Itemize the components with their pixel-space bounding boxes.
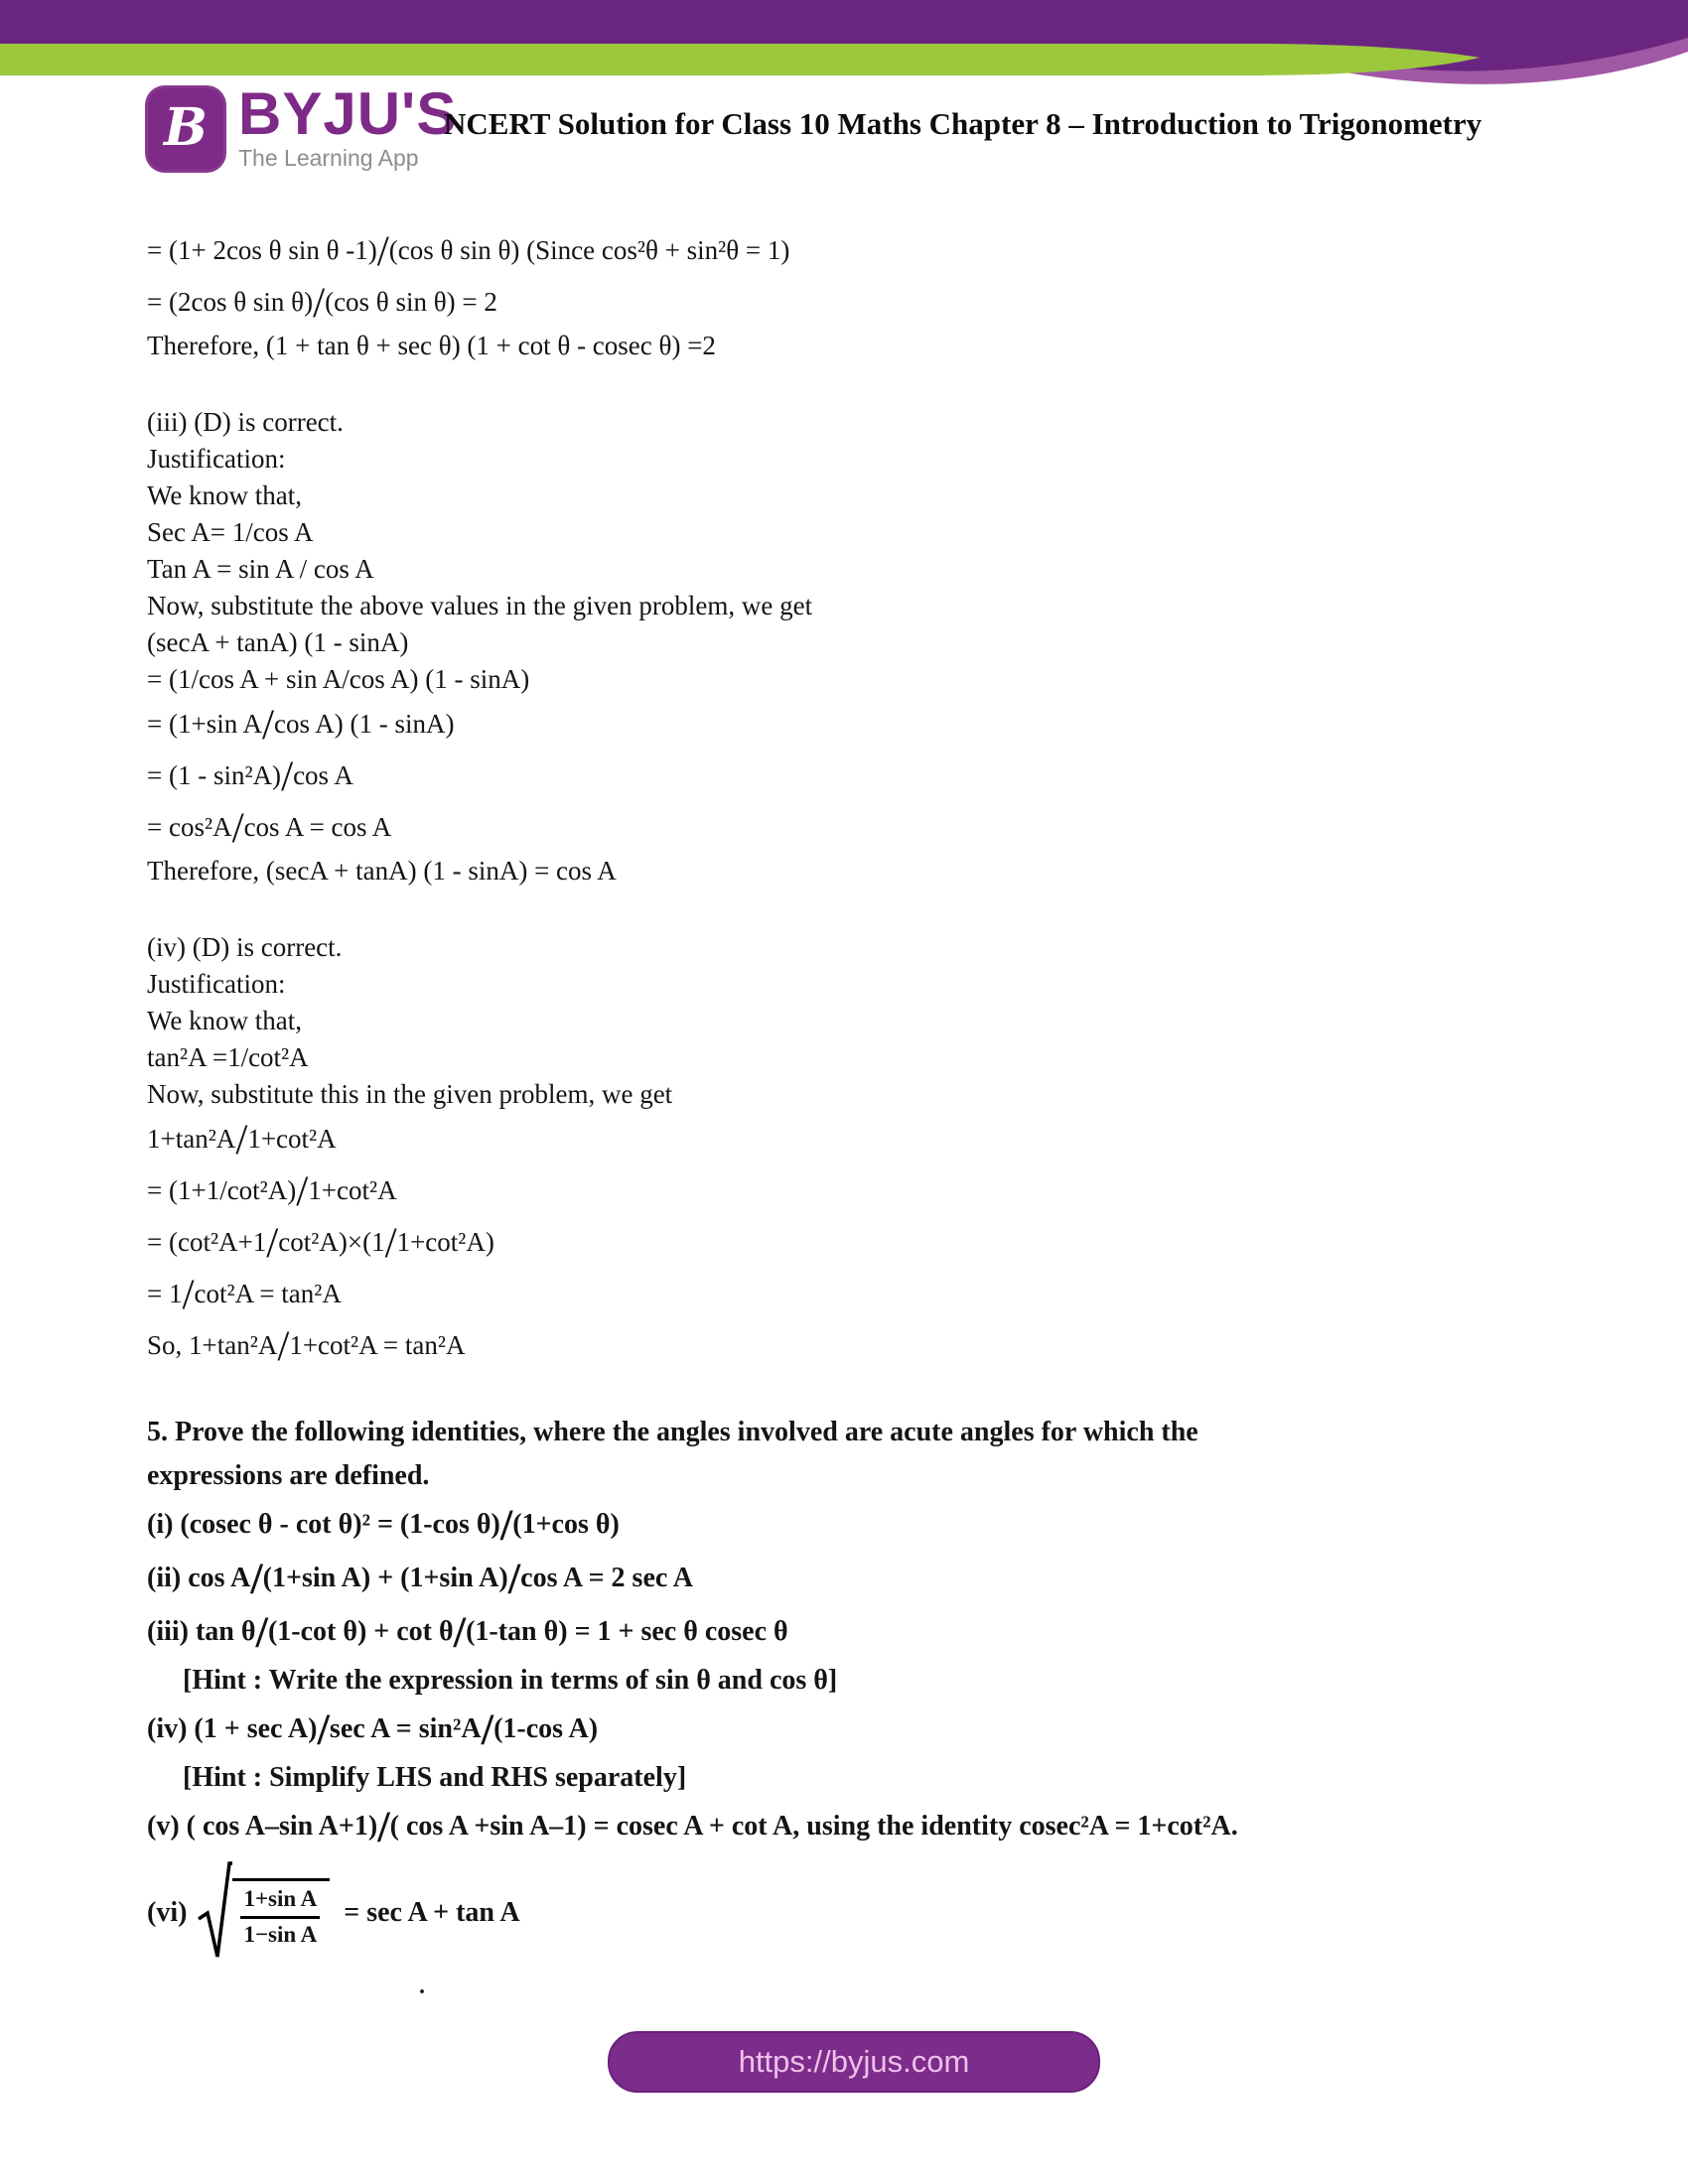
- page-title: NCERT Solution for Class 10 Maths Chapter 8 – Introduction to Trigonometry: [444, 106, 1482, 141]
- big-slash: /: [281, 753, 294, 801]
- brand-tagline: The Learning App: [238, 145, 419, 171]
- doc-line: [Hint : Simplify LHS and RHS separately]: [183, 1762, 687, 1793]
- doc-line: = cos²A/cos A = cos A: [147, 805, 392, 853]
- big-slash: /: [255, 1606, 268, 1657]
- big-slash: /: [377, 1801, 390, 1851]
- radical-sign-icon: [197, 1861, 232, 1965]
- doc-line: We know that,: [147, 1006, 303, 1035]
- doc-line: = (2cos θ sin θ)/(cos θ sin θ) = 2: [147, 280, 497, 328]
- identity-vi: [147, 1861, 1567, 1965]
- doc-line: = (1 - sin²A)/cos A: [147, 753, 353, 801]
- fraction-numerator: 1+sin A: [240, 1886, 320, 1919]
- doc-line: 1+tan²A/1+cot²A: [147, 1117, 337, 1164]
- doc-line: So, 1+tan²A/1+cot²A = tan²A: [147, 1323, 466, 1371]
- byjus-logo: [145, 80, 458, 173]
- spacer: [147, 364, 1567, 404]
- big-slash: /: [499, 1499, 513, 1550]
- doc-line: We know that,: [147, 480, 303, 510]
- doc-line: expressions are defined.: [147, 1460, 430, 1491]
- big-slash: /: [317, 1704, 330, 1754]
- doc-line: = 1/cot²A = tan²A: [147, 1272, 342, 1319]
- identity-vi-rhs: = sec A + tan A: [344, 1897, 520, 1928]
- byjus-url-button[interactable]: [608, 2031, 1100, 2093]
- swoosh-green-band: [0, 44, 1479, 75]
- doc-line: (iii) tan θ/(1-cot θ) + cot θ/(1-tan θ) = 1 + sec θ cosec θ: [147, 1606, 788, 1657]
- big-slash: /: [250, 1553, 263, 1603]
- badge-letter: B: [164, 96, 208, 158]
- doc-line: = (1+1/cot²A)/1+cot²A: [147, 1168, 397, 1216]
- big-slash: /: [182, 1272, 195, 1319]
- doc-line: = (cot²A+1/cot²A)×(1/1+cot²A): [147, 1220, 494, 1268]
- big-slash: /: [384, 1220, 397, 1268]
- doc-line: Now, substitute the above values in the given problem, we get: [147, 591, 813, 620]
- spacer: [147, 889, 1567, 929]
- big-slash: /: [481, 1704, 494, 1754]
- big-slash: /: [261, 702, 274, 750]
- doc-line: (iv) (D) is correct.: [147, 932, 343, 962]
- big-slash: /: [296, 1168, 309, 1216]
- big-slash: /: [376, 228, 389, 276]
- doc-line: tan²A =1/cot²A: [147, 1042, 309, 1072]
- big-slash: /: [231, 805, 244, 853]
- big-slash: /: [507, 1553, 521, 1603]
- doc-line: (iii) (D) is correct.: [147, 407, 344, 437]
- fraction-denominator: 1−sin A: [243, 1922, 318, 1947]
- big-slash: /: [277, 1323, 290, 1371]
- doc-line: = (1+sin A/cos A) (1 - sinA): [147, 702, 455, 750]
- doc-line: Now, substitute this in the given problem, we get: [147, 1079, 673, 1109]
- doc-line: (iv) (1 + sec A)/sec A = sin²A/(1-cos A): [147, 1704, 599, 1754]
- doc-line: (i) (cosec θ - cot θ)² = (1-cos θ)/(1+cos θ): [147, 1499, 620, 1550]
- byjus-url-label: https://byjus.com: [738, 2044, 970, 2079]
- trailing-dot: .: [419, 1974, 425, 1999]
- doc-line: Justification:: [147, 444, 286, 474]
- fraction: [232, 1878, 330, 1948]
- big-slash: /: [313, 280, 326, 328]
- doc-line: Therefore, (secA + tanA) (1 - sinA) = cos A: [147, 856, 617, 886]
- big-slash: /: [266, 1220, 279, 1268]
- big-slash: /: [453, 1606, 467, 1657]
- byjus-badge-icon: [145, 85, 226, 173]
- doc-line: (v) ( cos A–sin A+1)/( cos A +sin A–1) = cosec A + cot A, using the identity cosec²A = 1+cot²A.: [147, 1801, 1238, 1851]
- doc-line: [Hint : Write the expression in terms of sin θ and cos θ]: [183, 1665, 838, 1696]
- doc-line: Therefore, (1 + tan θ + sec θ) (1 + cot θ - cosec θ) =2: [147, 331, 716, 360]
- doc-line: 5. Prove the following identities, where the angles involved are acute angles for which the: [147, 1417, 1198, 1447]
- radical-expression: [197, 1861, 330, 1965]
- identity-vi-label: (vi): [147, 1897, 188, 1928]
- document-body: [147, 224, 1567, 2008]
- brand-block: [238, 80, 458, 172]
- spacer: [147, 1371, 1567, 1411]
- doc-line: Sec A= 1/cos A: [147, 517, 314, 547]
- doc-line: (secA + tanA) (1 - sinA): [147, 627, 409, 657]
- big-slash: /: [235, 1117, 248, 1164]
- doc-line: = (1+ 2cos θ sin θ -1)/(cos θ sin θ) (Since cos²θ + sin²θ = 1): [147, 228, 790, 276]
- brand-name: BYJU'S: [238, 80, 458, 147]
- doc-line: = (1/cos A + sin A/cos A) (1 - sinA): [147, 664, 530, 694]
- doc-line: Tan A = sin A / cos A: [147, 554, 374, 584]
- doc-line: Justification:: [147, 969, 286, 999]
- doc-line: (ii) cos A/(1+sin A) + (1+sin A)/cos A = 2 sec A: [147, 1553, 693, 1603]
